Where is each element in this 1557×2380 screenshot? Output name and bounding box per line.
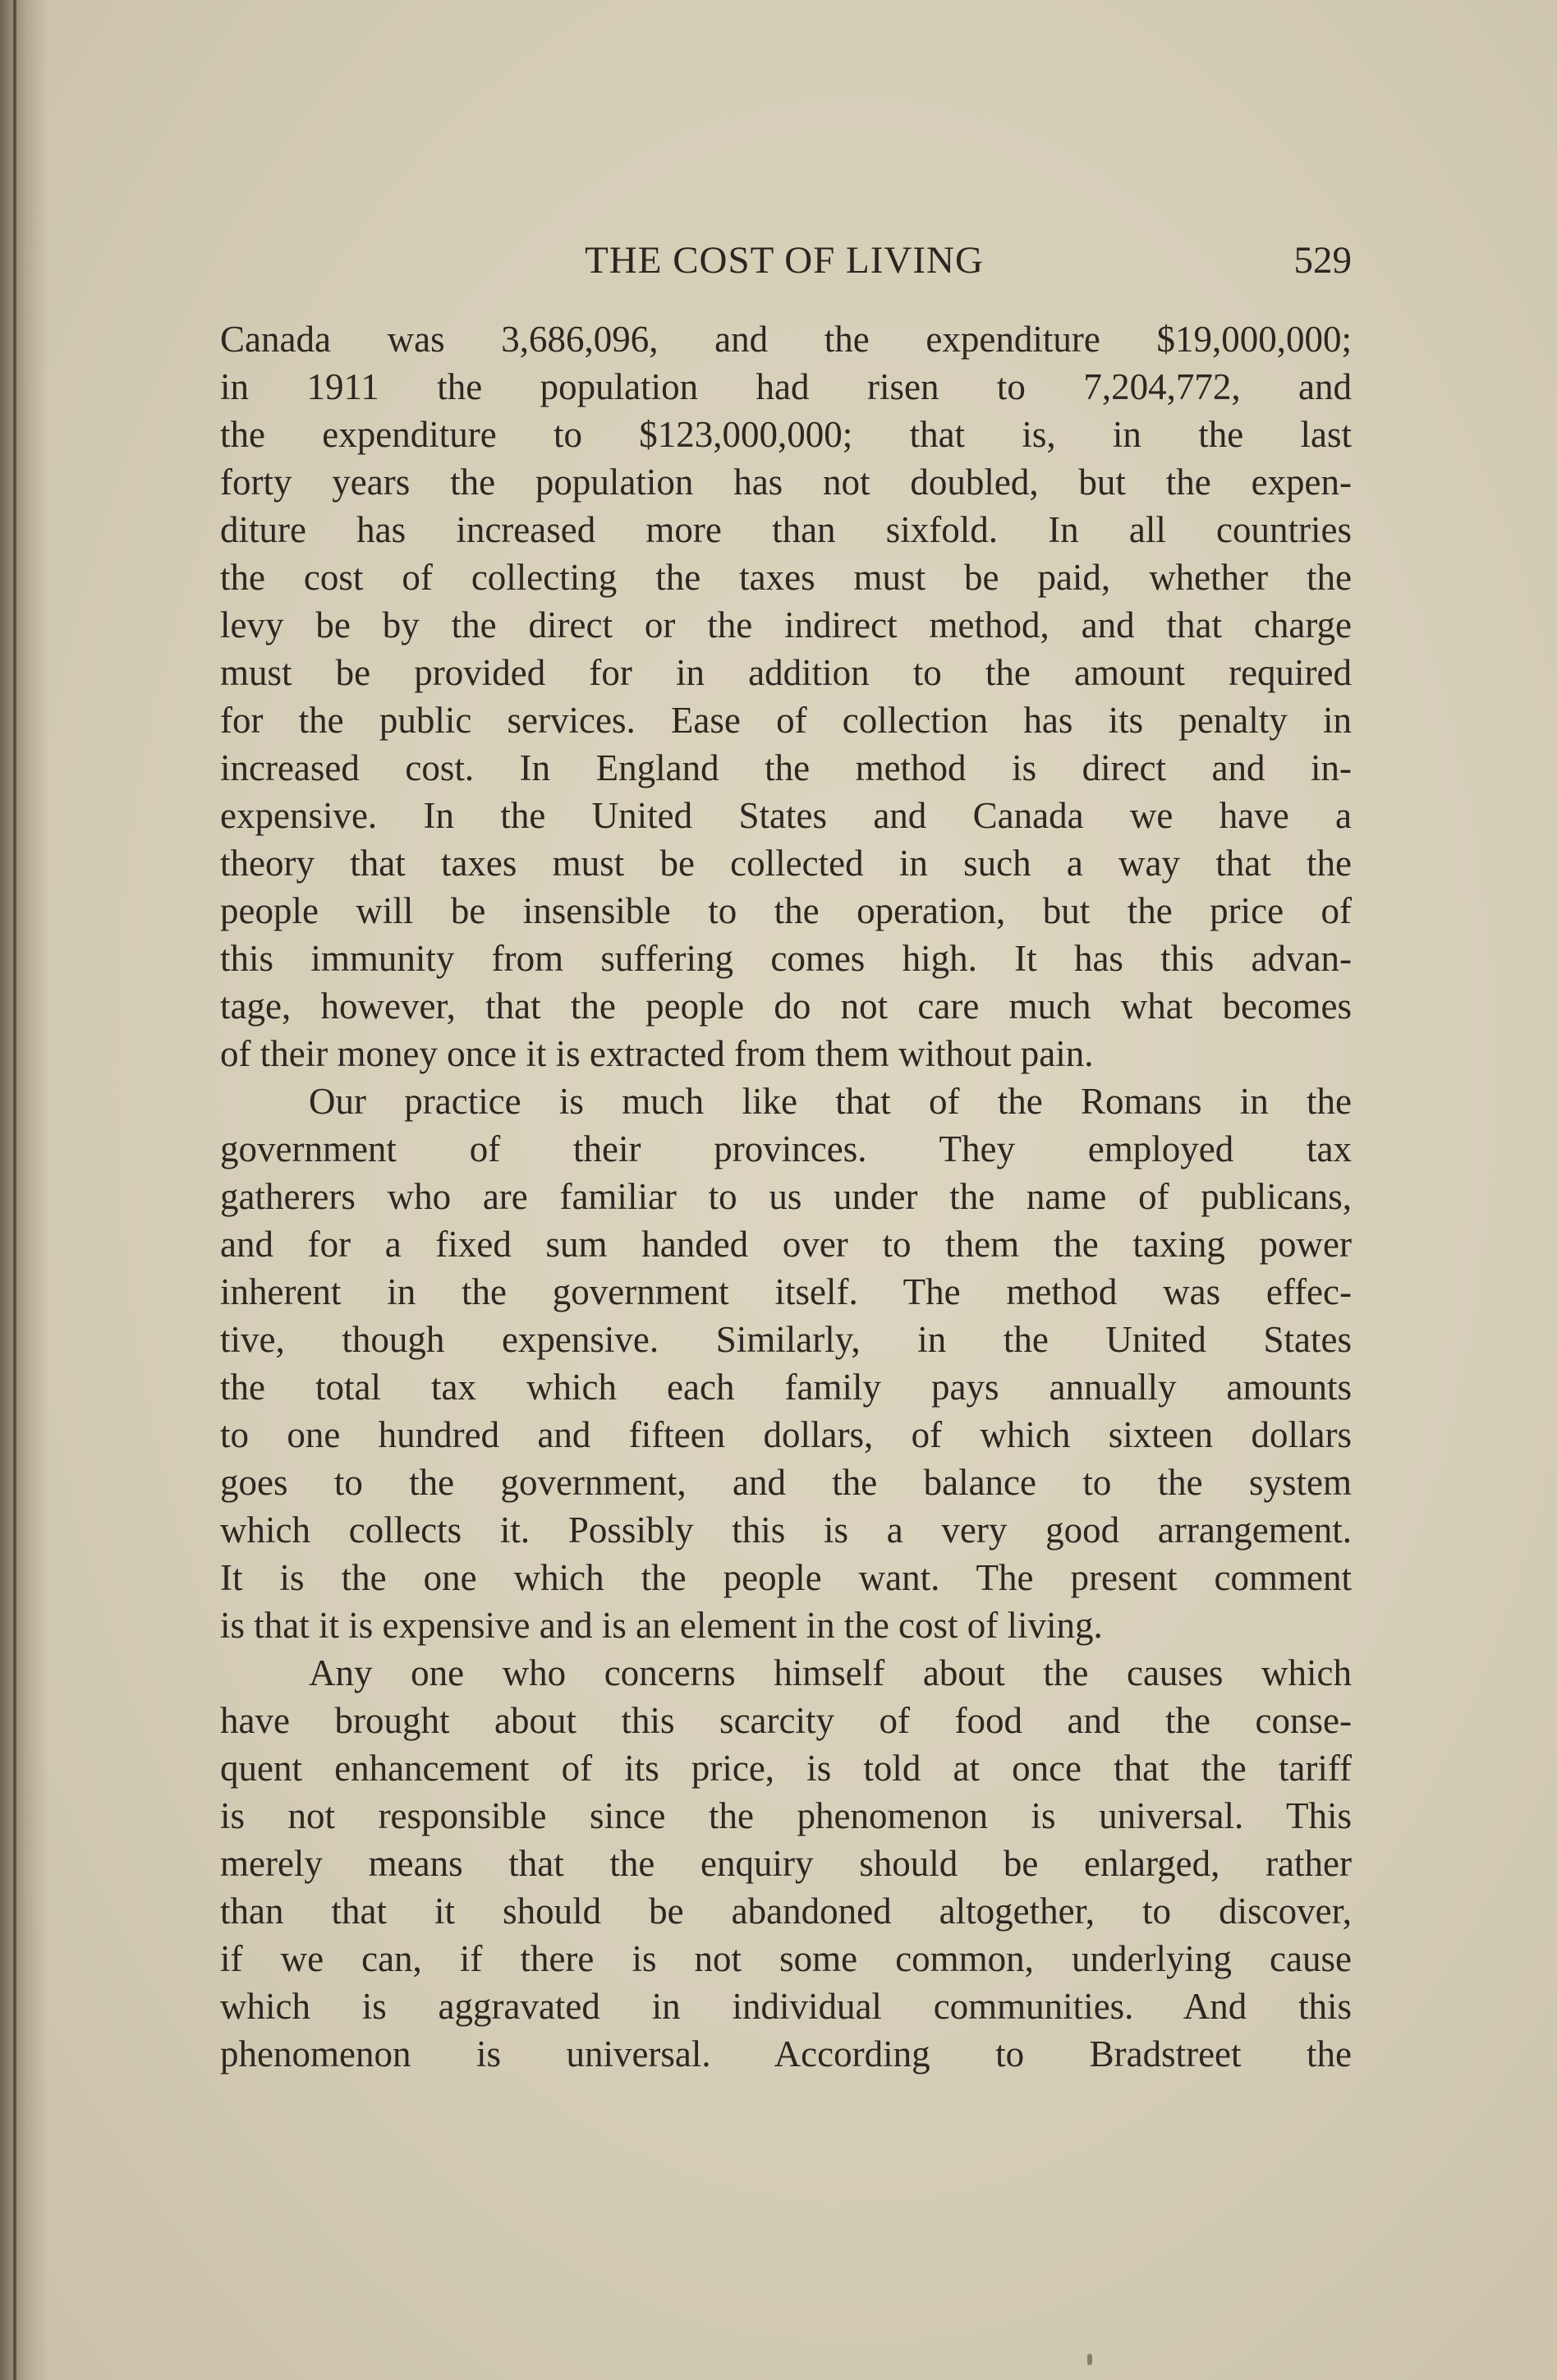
text-line: Canada was 3,686,096, and the expenditure $19,000,000; — [220, 319, 1352, 360]
text-line: which collects it. Possibly this is a very good arrangement. — [220, 1509, 1352, 1551]
text-line: if we can, if there is not some common, underlying cause — [220, 1938, 1352, 1979]
text-line: and for a fixed sum handed over to them the taxing power — [220, 1224, 1352, 1265]
text-line: diture has increased more than sixfold. In all countries — [220, 509, 1352, 550]
page-binding-shadow — [0, 0, 49, 2380]
text-line: Any one who concerns himself about the causes which — [309, 1652, 1352, 1693]
text-line: It is the one which the people want. The present comment — [220, 1557, 1352, 1598]
text-line: inherent in the government itself. The method was effec- — [220, 1271, 1352, 1312]
text-line: merely means that the enquiry should be enlarged, rather — [220, 1843, 1352, 1884]
text-line: to one hundred and fifteen dollars, of which sixteen dollars — [220, 1414, 1352, 1455]
text-line: phenomenon is universal. According to Bradstreet the — [220, 2033, 1352, 2074]
text-line: tage, however, that the people do not care much what becomes — [220, 986, 1352, 1027]
text-line: government of their provinces. They employed tax — [220, 1128, 1352, 1169]
text-line: this immunity from suffering comes high. It has this advan- — [220, 938, 1352, 979]
binding-edge — [13, 0, 16, 2380]
text-line: Our practice is much like that of the Romans in the — [309, 1081, 1352, 1122]
text-line: expensive. In the United States and Canada we have a — [220, 795, 1352, 836]
text-line: levy be by the direct or the indirect method, and that charge — [220, 604, 1352, 646]
text-line: is that it is expensive and is an element in the cost of living. — [220, 1605, 1103, 1646]
text-line: forty years the population has not doubled, but the expen- — [220, 462, 1352, 503]
text-line: than that it should be abandoned altogether, to discover, — [220, 1891, 1352, 1932]
text-line: must be provided for in addition to the amount required — [220, 652, 1352, 693]
text-line: tive, though expensive. Similarly, in the United States — [220, 1319, 1352, 1360]
text-line: the total tax which each family pays annually amounts — [220, 1367, 1352, 1408]
text-line: people will be insensible to the operation, but the price of — [220, 890, 1352, 931]
body-text — [220, 315, 1352, 2078]
text-line: goes to the government, and the balance to the system — [220, 1462, 1352, 1503]
text-line: quent enhancement of its price, is told at once that the tariff — [220, 1748, 1352, 1789]
running-title: THE COST OF LIVING — [585, 239, 984, 282]
text-line: have brought about this scarcity of food and the conse- — [220, 1700, 1352, 1741]
text-line: for the public services. Ease of collection has its penalty in — [220, 700, 1352, 741]
text-line: in 1911 the population had risen to 7,204,772, and — [220, 366, 1352, 407]
text-line: the expenditure to $123,000,000; that is, in the last — [220, 414, 1352, 455]
text-line: increased cost. In England the method is direct and in- — [220, 747, 1352, 788]
text-line: theory that taxes must be collected in such a way that the — [220, 843, 1352, 884]
page-number: 529 — [1293, 239, 1352, 282]
text-line: the cost of collecting the taxes must be paid, whether the — [220, 557, 1352, 598]
running-head — [217, 238, 1352, 296]
text-line: is not responsible since the phenomenon is universal. This — [220, 1795, 1352, 1836]
paper-speck — [1087, 2354, 1092, 2365]
text-line: gatherers who are familiar to us under the name of publicans, — [220, 1176, 1352, 1217]
text-line: which is aggravated in individual communities. And this — [220, 1986, 1352, 2027]
text-line: of their money once it is extracted from them without pain. — [220, 1033, 1094, 1074]
